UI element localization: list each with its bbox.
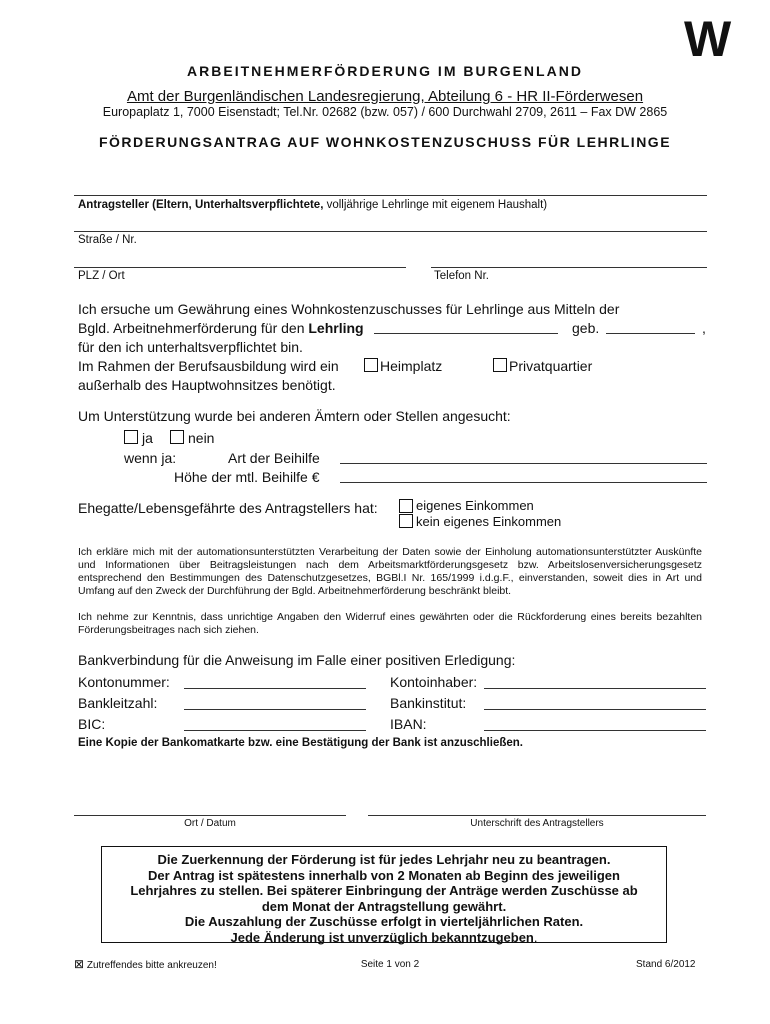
bank-institute-label: Bankinstitut: [390,695,467,711]
request-line-4: Im Rahmen der Berufsausbildung wird ein [78,358,339,374]
bank-institute-field[interactable] [484,709,706,710]
check-hint-text: Zutreffendes bitte ankreuzen! [86,960,217,971]
street-label: Straße / Nr. [78,234,137,246]
iban-label: IBAN: [390,716,427,732]
place-date-label: Ort / Datum [184,818,236,829]
form-code-letter: W [684,11,732,67]
aid-amount-field[interactable] [340,482,707,483]
account-holder-field[interactable] [484,688,706,689]
comma: , [702,320,706,336]
no-income-checkbox[interactable] [399,514,413,528]
heimplatz-checkbox[interactable] [364,358,378,372]
notice-line-2: Der Antrag ist spätestens innerhalb von 2 Monaten ab Beginn des jeweiligen [148,867,620,883]
street-line[interactable] [74,267,406,268]
iban-field[interactable] [484,730,706,731]
phone-label: Telefon Nr. [434,270,489,282]
checked-box-icon: ⊠ [74,957,85,971]
place-date-field[interactable] [74,815,346,816]
no-income-label: kein eigenes Einkommen [416,514,562,529]
own-income-label: eigenes Einkommen [416,498,534,513]
account-number-label: Kontonummer: [78,674,170,690]
lehrling-label: Lehrling [308,320,364,336]
bank-intro: Bankverbindung für die Anweisung im Falle einer positiven Erledigung: [78,652,516,668]
account-number-field[interactable] [184,688,366,689]
support-no-checkbox[interactable] [170,430,184,444]
signature-label: Unterschrift des Antragstellers [470,818,604,829]
signature-field[interactable] [368,815,706,816]
notice-line-6-end: . [533,929,538,945]
request-line-2-text: Bgld. Arbeitnehmerförderung für den [78,320,309,336]
applicant-label [78,199,547,211]
support-yes-label: ja [142,430,153,446]
heimplatz-label: Heimplatz [380,358,443,374]
notice-line-1: Die Zuerkennung der Förderung ist für jedes Lehrjahr neu zu beantragen. [157,852,611,867]
support-yes-checkbox[interactable] [124,430,138,444]
bic-label: BIC: [78,716,106,732]
form-title: FÖRDERUNGSANTRAG AUF WOHNKOSTENZUSCHUSS FÜR LEHRLINGE [98,134,672,150]
page-title: ARBEITNEHMERFÖRDERUNG IM BURGENLAND [187,63,583,79]
request-line-5: außerhalb des Hauptwohnsitzes benötigt. [78,377,336,393]
support-no-label: nein [188,430,215,446]
bank-code-field[interactable] [184,709,366,710]
aid-amount-label: Höhe der mtl. Beihilfe € [174,469,320,485]
data-consent-paragraph: Ich erkläre mich mit der automationsunterstützten Verarbeitung der Daten sowie der Einholung automationsunterstützter Auskünfte und Informationen über Beitragsleistungen nach dem Arbeitsmarktförderungsgesetz bzw. Arbeitslosenversicherungsgesetz entsprechend den Bestimmungen des Datenschutzgesetzes, BGBl.I Nr. 165/1999 i.d.g.F., einverstanden, soweit dies in Art und Umfang auf den Zweck der Durchführung der Bgld. Arbeitnehmerförderung beschränkt bleibt. [78,546,702,597]
born-label: geb. [572,320,600,336]
applicant-label-bold: Antragsteller (Eltern, Unterhaltsverpflichtete, [78,199,324,211]
request-line-3: für den ich unterhaltsverpflichtet bin. [78,339,303,355]
bic-field[interactable] [184,730,366,731]
support-question: Um Unterstützung wurde bei anderen Ämtern oder Stellen angesucht: [78,408,511,424]
birthdate-field[interactable] [606,333,695,334]
applicant-label-rest: volljährige Lehrlinge mit eigenem Haushalt) [323,199,548,211]
bank-copy-note: Eine Kopie der Bankomatkarte bzw. eine Bestätigung der Bank ist anzuschließen. [78,737,523,749]
bank-code-label: Bankleitzahl: [78,695,158,711]
address-line: Europaplatz 1, 7000 Eisenstadt; Tel.Nr. 02682 (bzw. 057) / 600 Durchwahl 2709, 2611 – Fax DW 2865 [102,105,668,119]
spouse-label: Ehegatte/Lebensgefährte des Antragstellers hat: [78,500,378,516]
request-line-2 [78,319,364,338]
account-holder-label: Kontoinhaber: [390,674,478,690]
false-info-paragraph: Ich nehme zur Kenntnis, dass unrichtige Angaben den Widerruf eines gewährten oder die Rückforderung eines bereits bezahlten Förderungsbeitrages nach sich ziehen. [78,611,702,636]
notice-line-4: dem Monat der Antragstellung gewährt. [261,898,507,914]
aid-type-label: Art der Beihilfe [228,450,320,466]
request-line-1: Ich ersuche um Gewährung eines Wohnkostenzuschusses für Lehrlinge aus Mitteln der [78,301,620,317]
notice-line-5: Die Auszahlung der Zuschüsse erfolgt in vierteljährlichen Raten. [184,914,584,929]
notice-line-3: Lehrjahres zu stellen. Bei späterer Einbringung der Anträge werden Zuschüsse ab [130,883,638,898]
page-number: Seite 1 von 2 [360,959,420,970]
apprentice-name-field[interactable] [374,333,558,334]
if-yes-label: wenn ja: [124,450,177,466]
privatquartier-label: Privatquartier [509,358,593,374]
notice-box [101,846,667,943]
notice-line-6 [102,930,666,946]
department-line: Amt der Burgenländischen Landesregierung, Abteilung 6 - HR II-Förderwesen [126,88,644,105]
applicant-top-rule [74,195,707,196]
privatquartier-checkbox[interactable] [493,358,507,372]
own-income-checkbox[interactable] [399,499,413,513]
notice-line-6-text: Jede Änderung ist unverzüglich bekanntzugeben [230,929,534,945]
aid-type-field[interactable] [340,463,707,464]
street-line-right[interactable] [431,267,707,268]
plz-label: PLZ / Ort [78,270,125,282]
applicant-name-line[interactable] [74,231,707,232]
form-version: Stand 6/2012 [636,959,696,970]
